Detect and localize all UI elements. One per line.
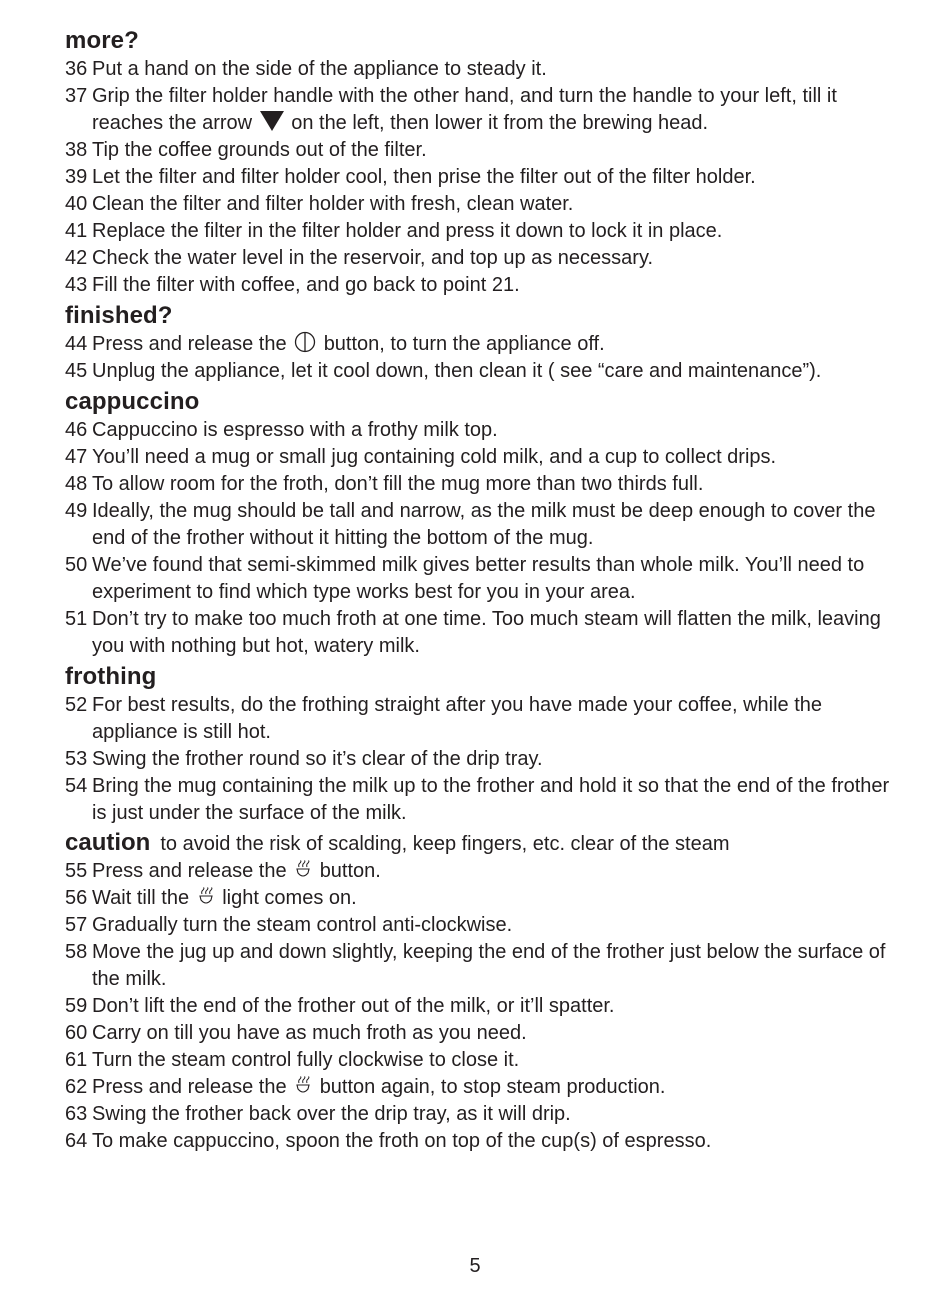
step-text: Cappuccino is espresso with a frothy milk top. xyxy=(92,419,498,441)
step-number: 47 xyxy=(65,446,88,468)
step-text: To make cappuccino, spoon the froth on top of the cup(s) of espresso. xyxy=(92,1130,712,1152)
step-number: 39 xyxy=(65,166,88,188)
step-38 xyxy=(65,137,895,164)
step-number: 51 xyxy=(65,608,88,630)
step-53 xyxy=(65,746,895,773)
step-text: Let the filter and filter holder cool, then prise the filter out of the filter holder. xyxy=(92,166,756,188)
step-number: 41 xyxy=(65,220,88,242)
step-text: For best results, do the frothing straight after you have made your coffee, while the appliance is still hot. xyxy=(92,694,823,743)
step-text-after: button, to turn the appliance off. xyxy=(323,333,605,355)
caution-label: caution xyxy=(65,829,151,856)
step-41 xyxy=(65,218,895,245)
caution-note xyxy=(65,829,895,858)
step-text: Don’t lift the end of the frother out of the milk, or it’ll spatter. xyxy=(92,995,615,1017)
step-52 xyxy=(65,692,895,746)
step-text-before: Press and release the xyxy=(92,1076,287,1098)
step-45 xyxy=(65,358,895,385)
steps-list-more xyxy=(65,56,895,299)
step-text: Bring the mug containing the milk up to the frother and hold it so that the end of the frother is just under the surface of the milk. xyxy=(92,775,890,824)
step-text: Turn the steam control fully clockwise to close it. xyxy=(92,1049,520,1071)
steps-list-frothing xyxy=(65,692,895,827)
step-number: 36 xyxy=(65,58,88,80)
step-46 xyxy=(65,417,895,444)
step-57 xyxy=(65,912,895,939)
step-text: Ideally, the mug should be tall and narrow, as the milk must be deep enough to cover the end of the frother without it hitting the bottom of the mug. xyxy=(92,500,876,549)
step-number: 52 xyxy=(65,694,88,716)
step-59 xyxy=(65,993,895,1020)
step-number: 43 xyxy=(65,274,88,296)
step-text: Put a hand on the side of the appliance to steady it. xyxy=(92,58,547,80)
caution-text: to avoid the risk of scalding, keep fingers, etc. clear of the steam xyxy=(160,833,730,855)
step-text: Swing the frother round so it’s clear of the drip tray. xyxy=(92,748,543,770)
step-44 xyxy=(65,331,895,358)
step-number: 59 xyxy=(65,995,88,1017)
step-text: Unplug the appliance, let it cool down, then clean it ( see “care and maintenance”). xyxy=(92,360,822,382)
step-text: Replace the filter in the filter holder and press it down to lock it in place. xyxy=(92,220,723,242)
step-number: 50 xyxy=(65,554,88,576)
steam-icon xyxy=(197,887,215,907)
step-text-before: Grip the filter holder handle with the other hand, and turn the handle to your left, till it reaches the arrow xyxy=(92,85,837,134)
page-number: 5 xyxy=(469,1255,481,1277)
step-number: 62 xyxy=(65,1076,88,1098)
step-text-before: Press and release the xyxy=(92,860,287,882)
step-39 xyxy=(65,164,895,191)
step-text xyxy=(92,885,895,912)
step-number: 53 xyxy=(65,748,88,770)
step-number: 61 xyxy=(65,1049,88,1071)
step-text-after: button again, to stop steam production. xyxy=(319,1076,666,1098)
step-text: Fill the filter with coffee, and go back to point 21. xyxy=(92,274,520,296)
step-text: To allow room for the froth, don’t fill the mug more than two thirds full. xyxy=(92,473,704,495)
instruction-page xyxy=(65,26,895,1157)
step-63 xyxy=(65,1101,895,1128)
step-number: 63 xyxy=(65,1103,88,1125)
step-text: Tip the coffee grounds out of the filter. xyxy=(92,139,427,161)
step-text xyxy=(92,858,895,885)
step-number: 42 xyxy=(65,247,88,269)
step-49 xyxy=(65,498,895,552)
step-37 xyxy=(65,83,895,137)
step-number: 49 xyxy=(65,500,88,522)
steps-list-cappuccino xyxy=(65,417,895,660)
step-number: 58 xyxy=(65,941,88,963)
step-number: 57 xyxy=(65,914,88,936)
step-text: Move the jug up and down slightly, keeping the end of the frother just below the surface of the milk. xyxy=(92,941,886,990)
step-62 xyxy=(65,1074,895,1101)
step-42 xyxy=(65,245,895,272)
step-number: 64 xyxy=(65,1130,88,1152)
step-47 xyxy=(65,444,895,471)
step-text-after: button. xyxy=(319,860,381,882)
section-heading-cappuccino: cappuccino xyxy=(65,388,200,415)
step-number: 40 xyxy=(65,193,88,215)
step-60 xyxy=(65,1020,895,1047)
step-number: 55 xyxy=(65,860,88,882)
step-text-after: on the left, then lower it from the brewing head. xyxy=(291,112,709,134)
section-heading-finished: finished? xyxy=(65,302,173,329)
step-text: We’ve found that semi-skimmed milk gives better results than whole milk. You’ll need to experiment to find which type works best for you in your area. xyxy=(92,554,865,603)
step-text xyxy=(92,1074,895,1101)
step-text-before: Wait till the xyxy=(92,887,190,909)
step-text xyxy=(92,331,895,358)
step-number: 60 xyxy=(65,1022,88,1044)
section-heading-more: more? xyxy=(65,27,139,54)
step-40 xyxy=(65,191,895,218)
steam-icon xyxy=(294,1076,312,1096)
step-43 xyxy=(65,272,895,299)
step-text: Swing the frother back over the drip tray, as it will drip. xyxy=(92,1103,571,1125)
step-58 xyxy=(65,939,895,993)
step-text: Clean the filter and filter holder with fresh, clean water. xyxy=(92,193,574,215)
power-button-icon xyxy=(294,331,316,353)
step-50 xyxy=(65,552,895,606)
step-number: 45 xyxy=(65,360,88,382)
step-61 xyxy=(65,1047,895,1074)
step-55 xyxy=(65,858,895,885)
section-heading-frothing: frothing xyxy=(65,663,157,690)
step-number: 38 xyxy=(65,139,88,161)
step-number: 37 xyxy=(65,85,88,107)
step-text: Don’t try to make too much froth at one time. Too much steam will flatten the milk, leaving you with nothing but hot, watery milk. xyxy=(92,608,881,657)
step-64 xyxy=(65,1128,895,1155)
steps-list-caution xyxy=(65,858,895,1155)
step-text xyxy=(92,83,895,137)
step-text: Gradually turn the steam control anti-clockwise. xyxy=(92,914,513,936)
down-arrow-triangle-icon xyxy=(260,110,284,132)
steam-icon xyxy=(294,860,312,880)
step-number: 46 xyxy=(65,419,88,441)
step-number: 54 xyxy=(65,775,88,797)
step-56 xyxy=(65,885,895,912)
step-51 xyxy=(65,606,895,660)
steps-list-finished xyxy=(65,331,895,385)
step-number: 56 xyxy=(65,887,88,909)
step-text: You’ll need a mug or small jug containing cold milk, and a cup to collect drips. xyxy=(92,446,777,468)
step-54 xyxy=(65,773,895,827)
step-text: Check the water level in the reservoir, and top up as necessary. xyxy=(92,247,654,269)
step-36 xyxy=(65,56,895,83)
step-48 xyxy=(65,471,895,498)
step-number: 44 xyxy=(65,333,88,355)
step-text-after: light comes on. xyxy=(222,887,357,909)
step-number: 48 xyxy=(65,473,88,495)
step-text: Carry on till you have as much froth as you need. xyxy=(92,1022,527,1044)
step-text-before: Press and release the xyxy=(92,333,287,355)
